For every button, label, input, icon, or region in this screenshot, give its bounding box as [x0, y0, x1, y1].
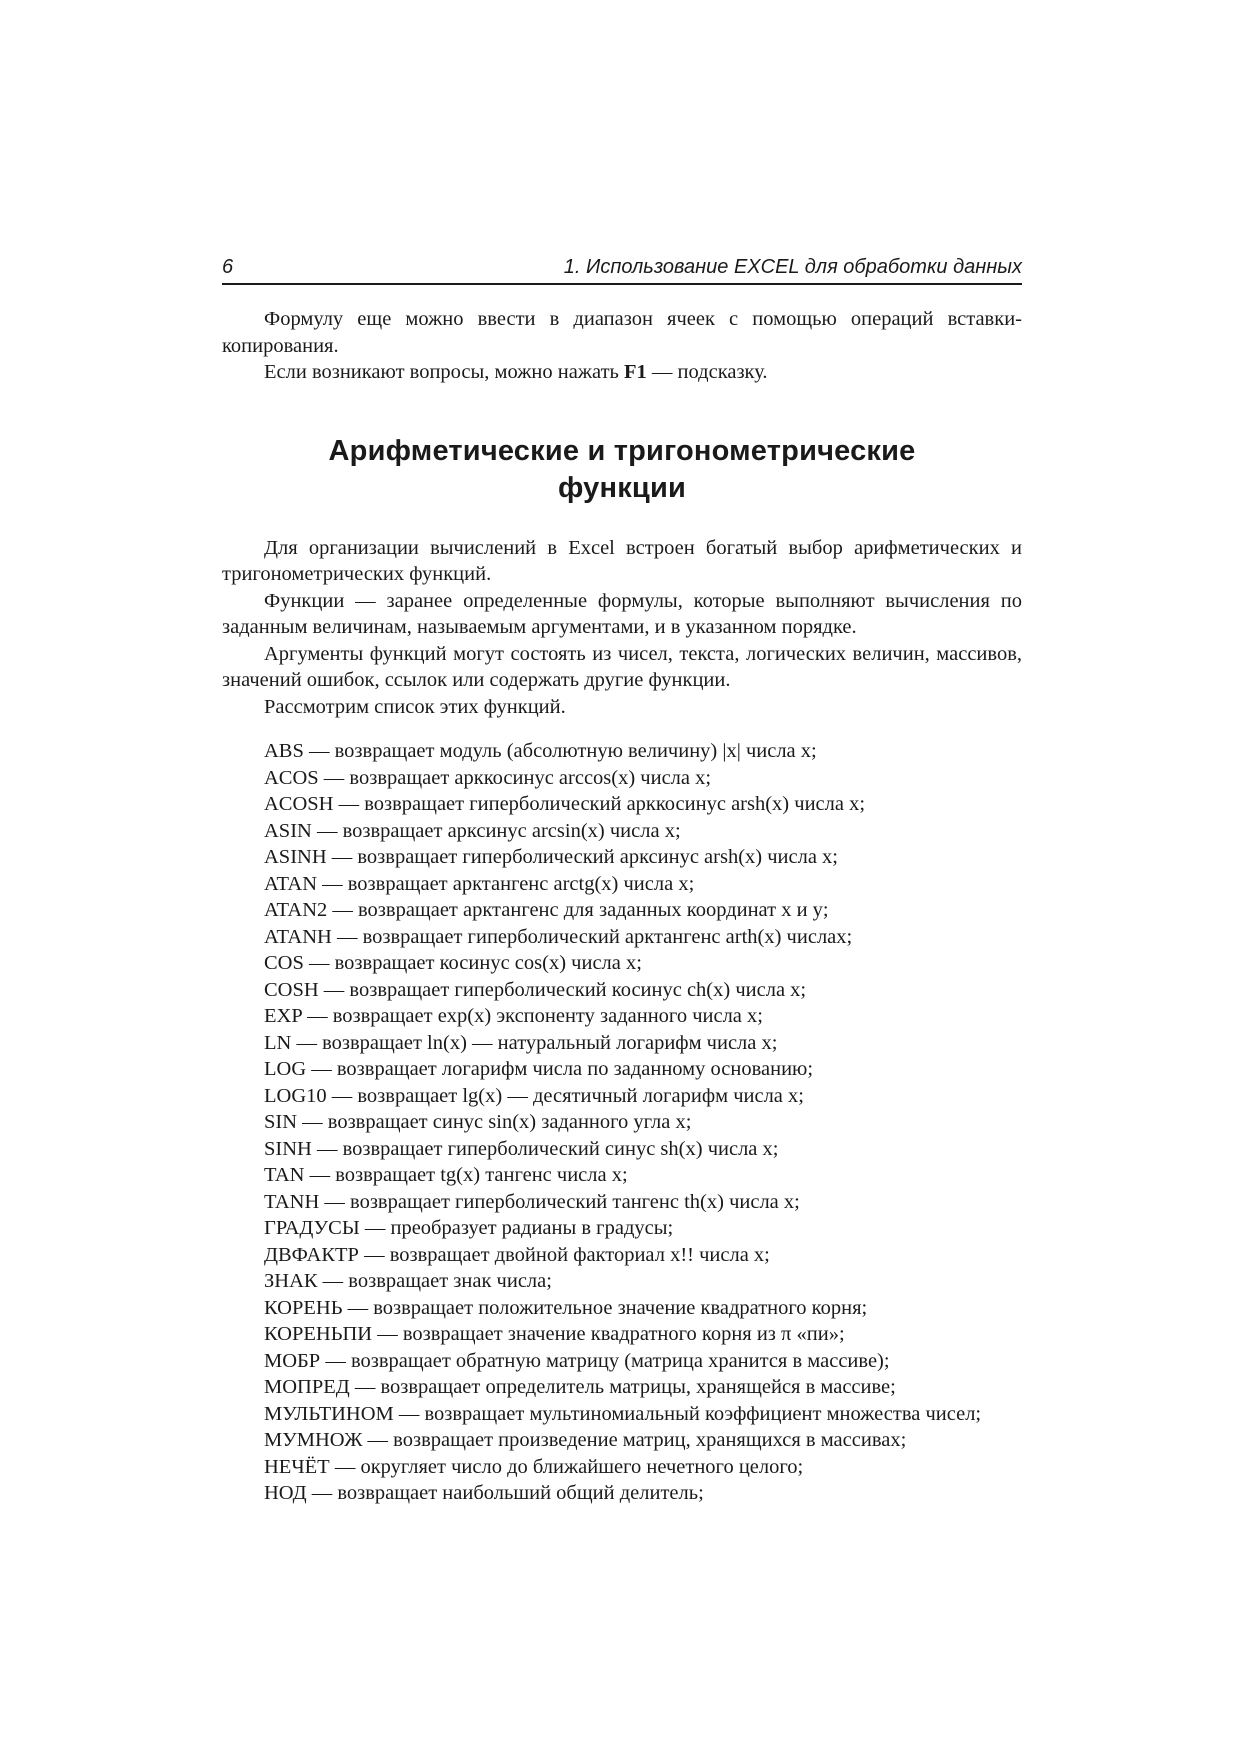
page-number: 6: [222, 256, 234, 278]
section-title-line-1: Арифметические и тригонометрические: [328, 434, 916, 467]
function-item-abs: ABS — возвращает модуль (абсолютную величину) |x| числа x;: [264, 740, 817, 762]
function-item-mumnozh: МУМНОЖ — возвращает произведение матриц, хранящихся в массивах;: [264, 1429, 907, 1451]
function-item-acosh: ACOSH — возвращает гиперболический арккосинус arsh(x) числа x;: [264, 793, 866, 815]
function-item-nechet: НЕЧЁТ — округляет число до ближайшего нечетного целого;: [264, 1455, 804, 1478]
function-item-log: LOG — возвращает логарифм числа по заданному основанию;: [264, 1058, 814, 1080]
intro-paragraph-1: Формулу еще можно ввести в диапазон ячеек с помощью операций вставки-копирования.: [222, 308, 1022, 357]
intro-p2-text: Если возникают вопросы, можно нажать: [264, 361, 625, 383]
section-paragraph-1: Для организации вычислений в Excel встроен богатый выбор арифметических и тригонометрических функций.: [222, 536, 1022, 585]
page-body: [222, 306, 1022, 1507]
function-item-korenpi: КОРЕНЬПИ — возвращает значение квадратного корня из π «пи»;: [264, 1323, 845, 1345]
function-item-cosh: COSH — возвращает гиперболический косинус ch(x) числа x;: [264, 978, 807, 1001]
function-item-tan: TAN — возвращает tg(x) тангенс числа x;: [264, 1164, 628, 1186]
function-item-ln: LN — возвращает ln(x) — натуральный логарифм числа x;: [264, 1031, 778, 1054]
f1-key: F1: [624, 361, 647, 383]
function-item-cos: COS — возвращает косинус cos(x) числа x;: [264, 952, 642, 974]
function-item-znak: ЗНАК — возвращает знак числа;: [264, 1270, 552, 1292]
section-paragraph-4: Рассмотрим список этих функций.: [264, 695, 566, 718]
function-item-tanh: TANH — возвращает гиперболический тангенс th(x) числа x;: [264, 1190, 800, 1213]
section-title: [222, 433, 1022, 507]
section-paragraph-3: Аргументы функций могут состоять из чисел, текста, логических величин, массивов, значений ошибок, ссылок или содержать другие функции.: [222, 642, 1022, 691]
intro-paragraph-2: [222, 359, 1022, 386]
function-item-dvfaktr: ДВФАКТР — возвращает двойной факториал x!! числа x;: [264, 1243, 770, 1266]
running-title: 1. Использование EXCEL для обработки данных: [563, 256, 1022, 278]
function-item-atan: ATAN — возвращает арктангенс arctg(x) числа x;: [264, 872, 695, 895]
function-item-sin: SIN — возвращает синус sin(x) заданного угла x;: [264, 1111, 692, 1133]
section-paragraph-2: Функции — заранее определенные формулы, которые выполняют вычисления по заданным величинам, называемым аргументами, и в указанном порядке.: [222, 589, 1022, 638]
function-item-gradusy: ГРАДУСЫ — преобразует радианы в градусы;: [264, 1217, 674, 1239]
running-header: [222, 253, 1022, 285]
function-item-sinh: SINH — возвращает гиперболический синус sh(x) числа x;: [264, 1137, 779, 1160]
function-item-log10: LOG10 — возвращает lg(x) — десятичный логарифм числа x;: [264, 1084, 804, 1107]
function-item-atan2: ATAN2 — возвращает арктангенс для заданных координат x и y;: [264, 899, 829, 921]
function-item-asin: ASIN — возвращает арксинус arcsin(x) числа x;: [264, 819, 681, 842]
function-item-acos: ACOS — возвращает арккосинус arccos(x) числа x;: [264, 766, 712, 789]
function-item-asinh: ASINH — возвращает гиперболический арксинус arsh(x) числа x;: [264, 846, 838, 868]
function-item-koren: КОРЕНЬ — возвращает положительное значение квадратного корня;: [264, 1296, 868, 1319]
function-item-exp: EXP — возвращает exp(x) экспоненту заданного числа x;: [264, 1005, 763, 1027]
intro-p2-tail: — подсказку.: [646, 361, 768, 383]
function-item-mopred: МОПРЕД — возвращает определитель матрицы, хранящейся в массиве;: [264, 1376, 896, 1398]
function-item-nod: НОД — возвращает наибольший общий делитель;: [264, 1482, 704, 1504]
function-list: [222, 738, 1022, 1507]
function-item-atanh: ATANH — возвращает гиперболический арктангенс arth(x) числах;: [264, 925, 853, 948]
function-item-mobr: МОБР — возвращает обратную матрицу (матрица хранится в массиве);: [264, 1349, 890, 1372]
function-item-multinom: МУЛЬТИНОМ — возвращает мультиномиальный коэффициент множества чисел;: [264, 1402, 982, 1425]
section-title-line-2: функции: [557, 471, 687, 504]
